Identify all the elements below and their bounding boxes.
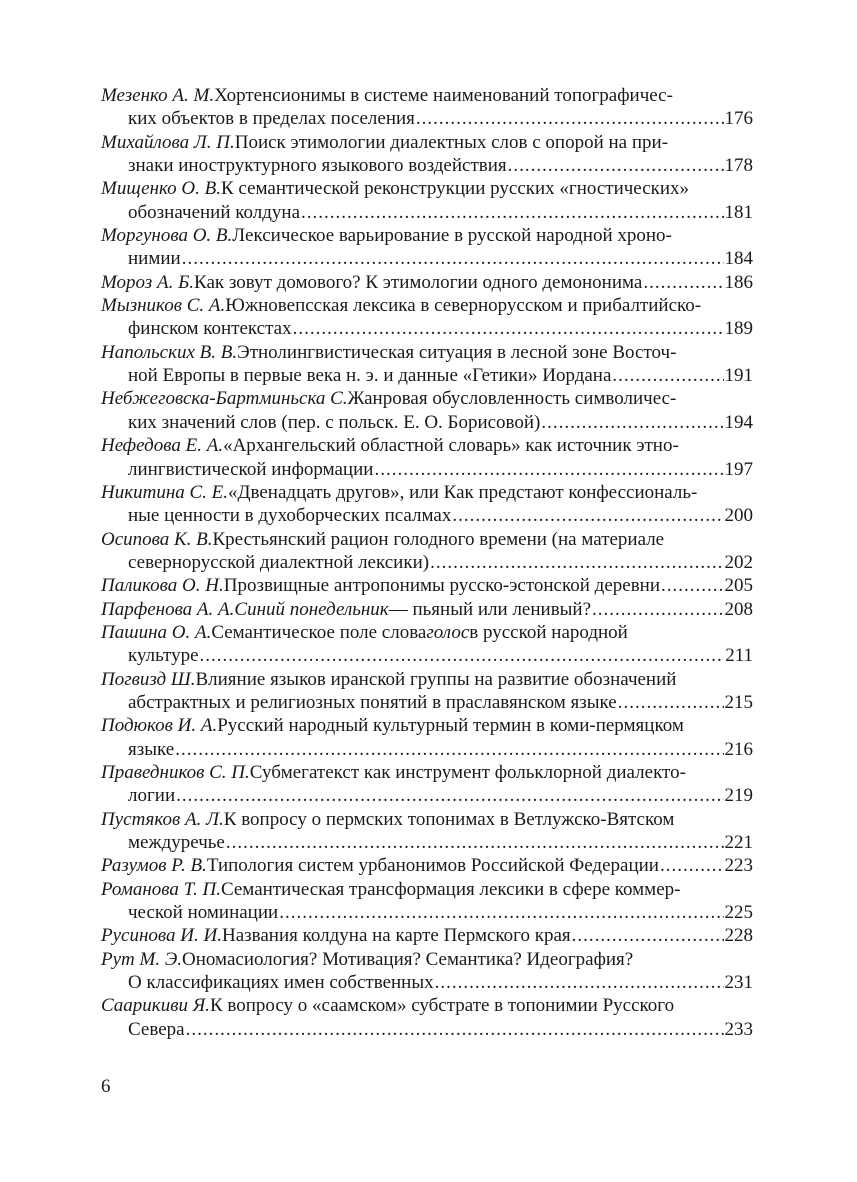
toc-line	[101, 271, 753, 294]
dot-leader	[643, 271, 723, 294]
entry-page-number: 197	[724, 458, 753, 480]
toc-line	[101, 644, 753, 667]
entry-title-part: обозначений колдуна	[128, 201, 301, 223]
entry-title-part: Типология систем урбанонимов Российской Федерации	[206, 855, 659, 877]
entry-title-part: лингвистической информации	[128, 458, 374, 480]
dot-leader	[279, 901, 723, 924]
entry-page-number: 228	[724, 925, 753, 947]
dot-leader	[175, 738, 723, 761]
toc-entry	[101, 714, 753, 761]
entry-author: Небжеговска-Бартминьска С.	[101, 388, 348, 410]
toc-line	[101, 504, 753, 527]
toc-line	[101, 948, 753, 971]
toc-line	[101, 574, 753, 597]
entry-title-part: Южновепсская лексика в севернорусском и прибалтийско-	[225, 295, 702, 317]
entry-title-part: К вопросу о пермских топонимах в Ветлужско-Вятском	[223, 808, 675, 830]
entry-page-number: 205	[724, 575, 753, 597]
entry-author: Парфенова А. А.	[101, 598, 235, 620]
entry-title-part: Крестьянский рацион голодного времени (на материале	[212, 528, 665, 550]
toc-entry	[101, 854, 753, 877]
entry-author: Мищенко О. В.	[101, 178, 221, 200]
dot-leader	[452, 504, 723, 527]
entry-page-number: 231	[724, 972, 753, 994]
entry-author: Мызников С. А.	[101, 295, 226, 317]
page-number: 6	[101, 1076, 111, 1097]
entry-title-part: Жанровая обусловленность символичес-	[347, 388, 677, 410]
entry-title-part: культуре	[128, 645, 199, 667]
entry-title-part: ной Европы в первые века н. э. и данные «Гетики» Иордана	[128, 365, 612, 387]
entry-page-number: 191	[724, 365, 753, 387]
entry-page-number: 208	[724, 598, 753, 620]
entry-title-part: ные ценности в духоборческих псалмах	[128, 505, 452, 527]
toc-line	[101, 247, 753, 270]
entry-author: Никитина С. Е.	[101, 481, 229, 503]
entry-title-part: знаки иноструктурного языкового воздействия	[128, 155, 507, 177]
toc-entry	[101, 621, 753, 668]
toc-entry	[101, 924, 753, 947]
toc-line	[101, 691, 753, 714]
entry-title-part: Семантическая трансформация лексики в сфере коммер-	[220, 878, 681, 900]
entry-page-number: 184	[724, 248, 753, 270]
toc-line	[101, 481, 753, 504]
entry-title-part: Севера	[128, 1018, 185, 1040]
toc-line	[101, 971, 753, 994]
toc-entry	[101, 481, 753, 528]
entry-title-part: ческой номинации	[128, 902, 279, 924]
dot-leader	[416, 107, 724, 130]
entry-title-part: финском контекстах	[128, 318, 292, 340]
entry-title-part: К семантической реконструкции русских «гностических»	[221, 178, 690, 200]
toc-entry	[101, 878, 753, 925]
dot-leader	[572, 924, 724, 947]
entry-title-part: Поиск этимологии диалектных слов с опорой на при-	[234, 131, 669, 153]
entry-author: Саарикиви Я.	[101, 995, 210, 1017]
toc-entry	[101, 434, 753, 481]
entry-title-part: Субмегатекст как инструмент фольклорной диалекто-	[249, 761, 686, 783]
entry-author: Мезенко А. М.	[101, 85, 215, 106]
toc-line	[101, 411, 753, 434]
entry-author: Праведников С. П.	[101, 761, 250, 783]
entry-page-number: 202	[724, 551, 753, 573]
toc-line	[101, 294, 753, 317]
entry-title-part: Хортенсионимы в системе наименований топографичес-	[214, 85, 673, 106]
entry-title-part: «Двенадцать другов», или Как предстают конфессиональ-	[228, 481, 698, 503]
dot-leader	[293, 317, 724, 340]
dot-leader	[435, 971, 724, 994]
entry-author: Разумов Р. В.	[101, 855, 207, 877]
toc-line	[101, 131, 753, 154]
toc-entry	[101, 294, 753, 341]
entry-title-part: Лексическое варьирование в русской народной хроно-	[232, 225, 672, 247]
toc-line	[101, 1018, 753, 1041]
toc-line	[101, 177, 753, 200]
toc-line	[101, 387, 753, 410]
dot-leader	[186, 1018, 724, 1041]
dot-leader	[541, 411, 723, 434]
entry-title-part: Семантическое поле слова	[211, 621, 427, 643]
entry-title-part: — пьяный или ленивый?	[388, 598, 592, 620]
toc-entry	[101, 224, 753, 271]
entry-author: Михайлова Л. П.	[101, 131, 235, 153]
dot-leader	[660, 854, 724, 877]
entry-title-part: языке	[128, 738, 175, 760]
entry-author: Погвизд Ш.	[101, 668, 196, 690]
entry-author: Подюков И. А.	[101, 715, 218, 737]
toc-entry	[101, 574, 753, 597]
entry-author: Осипова К. В.	[101, 528, 213, 550]
toc-line	[101, 831, 753, 854]
entry-title-part: абстрактных и религиозных понятий в праславянском языке	[128, 691, 617, 713]
toc-entry	[101, 994, 753, 1041]
entry-title-part: Русский народный культурный термин в коми-пермяцком	[217, 715, 684, 737]
entry-title-part: Этнолингвистическая ситуация в лесной зоне Восточ-	[237, 341, 677, 363]
entry-page-number: 233	[724, 1018, 753, 1040]
entry-title-part: К вопросу о «саамском» субстрате в топонимии Русского	[209, 995, 675, 1017]
entry-page-number: 181	[724, 201, 753, 223]
toc-entry	[101, 271, 753, 294]
dot-leader	[430, 551, 723, 574]
entry-title-part: Ономасиология? Мотивация? Семантика? Идеография?	[182, 948, 634, 970]
entry-author: Напольских В. В.	[101, 341, 238, 363]
entry-page-number: 223	[724, 855, 753, 877]
toc-line	[101, 854, 753, 877]
entry-page-number: 211	[725, 645, 753, 667]
entry-title-part: Прозвищные антропонимы русско-эстонской деревни	[223, 575, 661, 597]
toc-entry	[101, 948, 753, 995]
toc-line	[101, 224, 753, 247]
entry-page-number: 176	[724, 108, 753, 130]
entry-author: Моргунова О. В.	[101, 225, 233, 247]
toc-line	[101, 994, 753, 1017]
toc-entry	[101, 387, 753, 434]
entry-page-number: 216	[724, 738, 753, 760]
toc-line	[101, 434, 753, 457]
toc-line	[101, 84, 753, 107]
entry-title-part: голос	[426, 621, 470, 643]
dot-leader	[612, 364, 723, 387]
toc-line	[101, 528, 753, 551]
toc-line	[101, 901, 753, 924]
dot-leader	[182, 247, 724, 270]
entry-title-part: ких значений слов (пер. с польск. Е. О. Борисовой)	[128, 411, 541, 433]
toc-line	[101, 924, 753, 947]
toc-line	[101, 738, 753, 761]
toc-line	[101, 784, 753, 807]
dot-leader	[508, 154, 724, 177]
toc-line	[101, 341, 753, 364]
toc-line	[101, 621, 753, 644]
table-of-contents	[101, 84, 753, 1041]
dot-leader	[592, 598, 723, 621]
dot-leader	[176, 784, 723, 807]
entry-page-number: 221	[724, 832, 753, 853]
entry-page-number: 219	[724, 785, 753, 807]
dot-leader	[226, 831, 724, 854]
entry-title-part: нимии	[128, 248, 181, 270]
entry-author: Паликова О. Н.	[101, 575, 224, 597]
entry-page-number: 200	[724, 505, 753, 527]
entry-page-number: 189	[724, 318, 753, 340]
toc-entry	[101, 131, 753, 178]
entry-title-part: ких объектов в пределах поселения	[128, 108, 415, 130]
entry-page-number: 178	[724, 155, 753, 177]
entry-title-part: севернорусской диалектной лексики)	[128, 551, 430, 573]
entry-page-number: 186	[724, 271, 753, 293]
entry-author: Пашина О. А.	[101, 621, 212, 643]
toc-entry	[101, 84, 753, 131]
toc-line	[101, 201, 753, 224]
entry-title-part: «Архангельский областной словарь» как источник этно-	[223, 435, 679, 457]
toc-entry	[101, 598, 753, 621]
toc-entry	[101, 668, 753, 715]
entry-author: Нефедова Е. А.	[101, 435, 224, 457]
entry-title-part: О классификациях имен собственных	[128, 972, 434, 994]
entry-title-part: Синий понедельник	[234, 598, 389, 620]
entry-title-part: в русской народной	[469, 621, 628, 643]
entry-author: Пустяков А. Л.	[101, 808, 224, 830]
entry-author: Романова Т. П.	[101, 878, 221, 900]
entry-page-number: 225	[724, 902, 753, 924]
toc-line	[101, 714, 753, 737]
dot-leader	[661, 574, 723, 597]
dot-leader	[200, 644, 725, 667]
toc-line	[101, 668, 753, 691]
entry-title-part: Влияние языков иранской группы на развитие обозначений	[195, 668, 677, 690]
toc-line	[101, 598, 753, 621]
entry-title-part: логии	[128, 785, 176, 807]
dot-leader	[301, 201, 723, 224]
toc-entry	[101, 761, 753, 808]
toc-line	[101, 878, 753, 901]
toc-entry	[101, 341, 753, 388]
dot-leader	[374, 458, 723, 481]
entry-title-part: Названия колдуна на карте Пермского края	[221, 925, 571, 947]
toc-entry	[101, 528, 753, 575]
entry-author: Рут М. Э.	[101, 948, 183, 970]
toc-entry	[101, 177, 753, 224]
entry-page-number: 215	[724, 691, 753, 713]
entry-author: Русинова И. И.	[101, 925, 222, 947]
toc-line	[101, 458, 753, 481]
toc-line	[101, 154, 753, 177]
entry-title-part: Как зовут домового? К этимологии одного демононима	[194, 271, 643, 293]
toc-entry	[101, 808, 753, 855]
toc-line	[101, 317, 753, 340]
toc-line	[101, 808, 753, 831]
toc-line	[101, 761, 753, 784]
toc-line	[101, 551, 753, 574]
toc-line	[101, 107, 753, 130]
entry-page-number: 194	[724, 411, 753, 433]
entry-title-part: междуречье	[128, 832, 225, 853]
dot-leader	[618, 691, 724, 714]
entry-author: Мороз А. Б.	[101, 271, 195, 293]
toc-line	[101, 364, 753, 387]
